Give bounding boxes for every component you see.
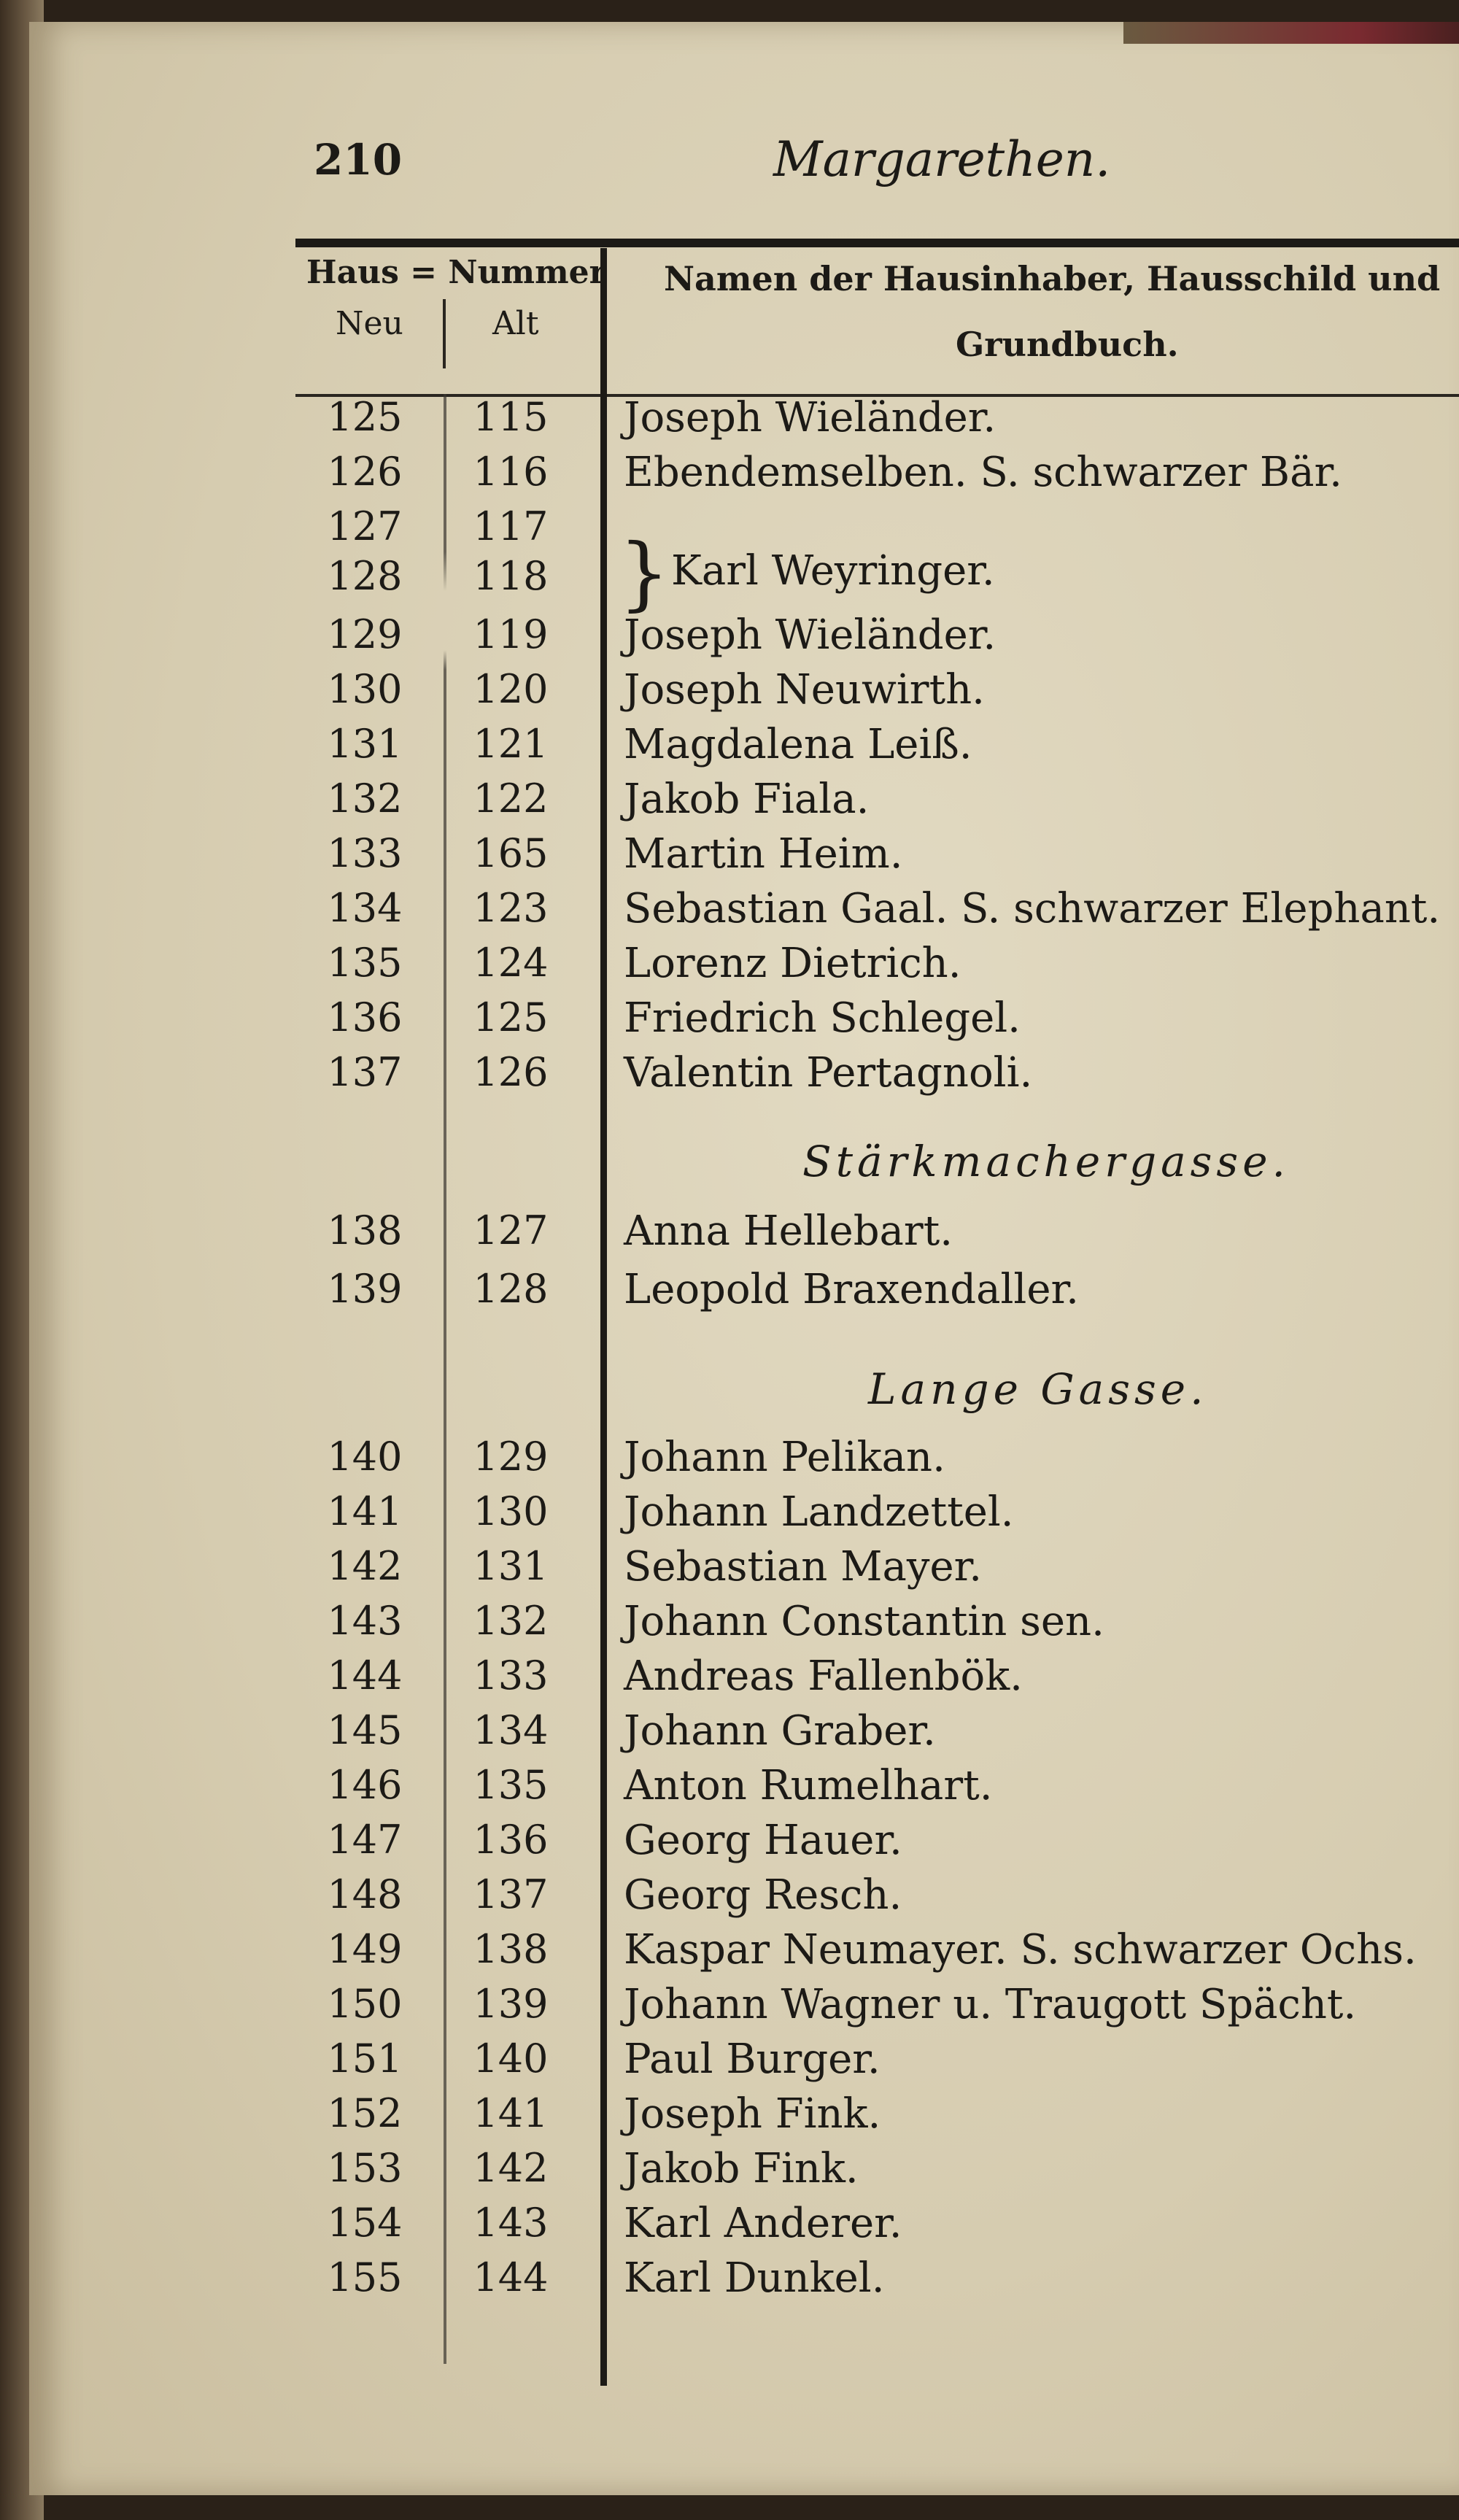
table-row <box>29 666 1459 722</box>
house-number-new: 144 <box>327 1653 403 1698</box>
owner-name: Kaspar Neumayer. S. schwarzer Ochs. <box>624 1926 1417 1974</box>
house-number-old: 119 <box>473 611 549 657</box>
house-number-old: 127 <box>473 1207 549 1253</box>
table-row <box>29 721 1459 776</box>
table-row <box>29 611 1459 667</box>
owner-name-bracketed: Karl Weyringer. <box>671 547 995 595</box>
house-number-old: 122 <box>473 776 549 822</box>
owner-name: Joseph Wieländer. <box>624 611 996 659</box>
table-row <box>29 1488 1459 1544</box>
owner-name: Ebendemselben. S. schwarzer Bär. <box>624 449 1342 496</box>
table-row <box>29 1266 1459 1321</box>
house-number-new: 127 <box>327 503 403 549</box>
house-number-new: 133 <box>327 830 403 876</box>
house-number-new: 129 <box>327 611 403 657</box>
table-row <box>29 885 1459 940</box>
house-number-new: 150 <box>327 1981 403 2027</box>
house-number-new: 128 <box>327 553 403 599</box>
table-row <box>29 1207 1459 1263</box>
house-number-new: 143 <box>327 1598 403 1644</box>
house-number-old: 165 <box>473 830 549 876</box>
table-row <box>29 776 1459 831</box>
owner-name: Johann Graber. <box>624 1707 936 1755</box>
house-number-new: 135 <box>327 940 403 986</box>
owner-name: Joseph Fink. <box>624 2090 881 2138</box>
house-number-old: 129 <box>473 1434 549 1480</box>
table-row <box>29 449 1459 504</box>
owner-name: Andreas Fallenbök. <box>624 1653 1023 1700</box>
house-number-new: 147 <box>327 1817 403 1863</box>
house-number-new: 149 <box>327 1926 403 1972</box>
house-number-old: 136 <box>473 1817 549 1863</box>
owner-name: Anna Hellebart. <box>624 1207 953 1255</box>
house-number-new: 137 <box>327 1049 403 1095</box>
owner-name: Paul Burger. <box>624 2036 881 2083</box>
table-row <box>29 1871 1459 1927</box>
owner-name: Anton Rumelhart. <box>624 1762 993 1809</box>
house-number-old: 141 <box>473 2090 549 2136</box>
house-number-old: 116 <box>473 449 549 495</box>
house-number-old: 118 <box>473 553 549 599</box>
house-number-new: 134 <box>327 885 403 931</box>
house-number-new: 136 <box>327 994 403 1040</box>
header-top-rule <box>295 239 1459 247</box>
table-row <box>29 940 1459 995</box>
header-alt: Alt <box>492 305 539 342</box>
owner-name: Martin Heim. <box>624 830 903 878</box>
table-row <box>29 2090 1459 2146</box>
house-number-old: 115 <box>473 394 549 440</box>
house-number-new: 131 <box>327 721 403 767</box>
owner-name: Johann Constantin sen. <box>624 1598 1104 1645</box>
house-number-old: 144 <box>473 2254 549 2300</box>
house-number-old: 128 <box>473 1266 549 1312</box>
owner-name: Lorenz Dietrich. <box>624 940 961 987</box>
page-number: 210 <box>314 135 403 185</box>
owner-name: Jakob Fiala. <box>624 776 870 823</box>
house-number-new: 154 <box>327 2200 403 2246</box>
table-row <box>29 1434 1459 1489</box>
house-number-new: 155 <box>327 2254 403 2300</box>
house-number-old: 130 <box>473 1488 549 1534</box>
house-number-new: 126 <box>327 449 403 495</box>
house-number-new: 146 <box>327 1762 403 1808</box>
column-divider-header <box>443 299 446 368</box>
page-edge-strip <box>1123 22 1459 44</box>
house-number-new: 140 <box>327 1434 403 1480</box>
house-number-new: 145 <box>327 1707 403 1753</box>
house-number-old: 133 <box>473 1653 549 1698</box>
house-number-old: 140 <box>473 2036 549 2082</box>
table-row <box>29 1817 1459 1872</box>
owner-name: Karl Dunkel. <box>624 2254 885 2302</box>
house-number-old: 131 <box>473 1543 549 1589</box>
house-number-old: 135 <box>473 1762 549 1808</box>
running-title: Margarethen. <box>773 131 1111 188</box>
house-number-new: 152 <box>327 2090 403 2136</box>
house-number-old: 134 <box>473 1707 549 1753</box>
street-heading-2: Lange Gasse. <box>868 1364 1208 1414</box>
owner-name: Friedrich Schlegel. <box>624 994 1021 1042</box>
table-row <box>29 994 1459 1050</box>
house-number-new: 153 <box>327 2145 403 2191</box>
house-number-old: 124 <box>473 940 549 986</box>
header-names-line2: Grundbuch. <box>956 325 1179 364</box>
house-number-old: 123 <box>473 885 549 931</box>
house-number-old: 137 <box>473 1871 549 1917</box>
table-row <box>29 394 1459 449</box>
house-number-old: 121 <box>473 721 549 767</box>
table-row <box>29 1926 1459 1982</box>
owner-name: Magdalena Leiß. <box>624 721 972 768</box>
house-number-new: 148 <box>327 1871 403 1917</box>
header-haus-nummer: Haus = Nummer <box>306 254 606 291</box>
house-number-new: 141 <box>327 1488 403 1534</box>
house-number-old: 120 <box>473 666 549 712</box>
owner-name: Joseph Wieländer. <box>624 394 996 441</box>
house-number-new: 138 <box>327 1207 403 1253</box>
table-row <box>29 2200 1459 2255</box>
owner-name: Valentin Pertagnoli. <box>624 1049 1033 1097</box>
header-neu: Neu <box>336 305 403 342</box>
owner-name: Joseph Neuwirth. <box>624 666 985 714</box>
table-row <box>29 1049 1459 1105</box>
header-names-line1: Namen der Hausinhaber, Hausschild und <box>664 259 1441 298</box>
owner-name: Sebastian Gaal. S. schwarzer Elephant. <box>624 885 1441 932</box>
house-number-new: 142 <box>327 1543 403 1589</box>
house-number-new: 130 <box>327 666 403 712</box>
owner-name: Georg Resch. <box>624 1871 902 1919</box>
table-row <box>29 1598 1459 1653</box>
table-row <box>29 1981 1459 2036</box>
brace-icon: } <box>619 526 670 619</box>
table-row <box>29 2036 1459 2091</box>
owner-name: Johann Pelikan. <box>624 1434 945 1481</box>
owner-name: Johann Landzettel. <box>624 1488 1014 1536</box>
owner-name: Jakob Fink. <box>624 2145 859 2192</box>
table-row <box>29 1543 1459 1599</box>
house-number-old: 132 <box>473 1598 549 1644</box>
house-number-new: 139 <box>327 1266 403 1312</box>
house-number-old: 142 <box>473 2145 549 2191</box>
owner-name: Karl Anderer. <box>624 2200 902 2247</box>
owner-name: Johann Wagner u. Traugott Spächt. <box>624 1981 1357 2028</box>
house-number-old: 139 <box>473 1981 549 2027</box>
owner-name: Leopold Braxendaller. <box>624 1266 1079 1313</box>
owner-name: Georg Hauer. <box>624 1817 902 1864</box>
house-number-old: 143 <box>473 2200 549 2246</box>
street-heading-1: Stärkmachergasse. <box>802 1137 1290 1186</box>
owner-name: Sebastian Mayer. <box>624 1543 983 1591</box>
house-number-old: 138 <box>473 1926 549 1972</box>
house-number-old: 117 <box>473 503 549 549</box>
house-number-new: 125 <box>327 394 403 440</box>
house-number-new: 151 <box>327 2036 403 2082</box>
table-row <box>29 1762 1459 1817</box>
table-row <box>29 830 1459 886</box>
table-row <box>29 1707 1459 1763</box>
house-number-old: 126 <box>473 1049 549 1095</box>
house-number-old: 125 <box>473 994 549 1040</box>
book-page <box>29 22 1459 2495</box>
house-number-new: 132 <box>327 776 403 822</box>
table-row <box>29 2254 1459 2310</box>
table-row <box>29 2145 1459 2200</box>
table-row <box>29 1653 1459 1708</box>
